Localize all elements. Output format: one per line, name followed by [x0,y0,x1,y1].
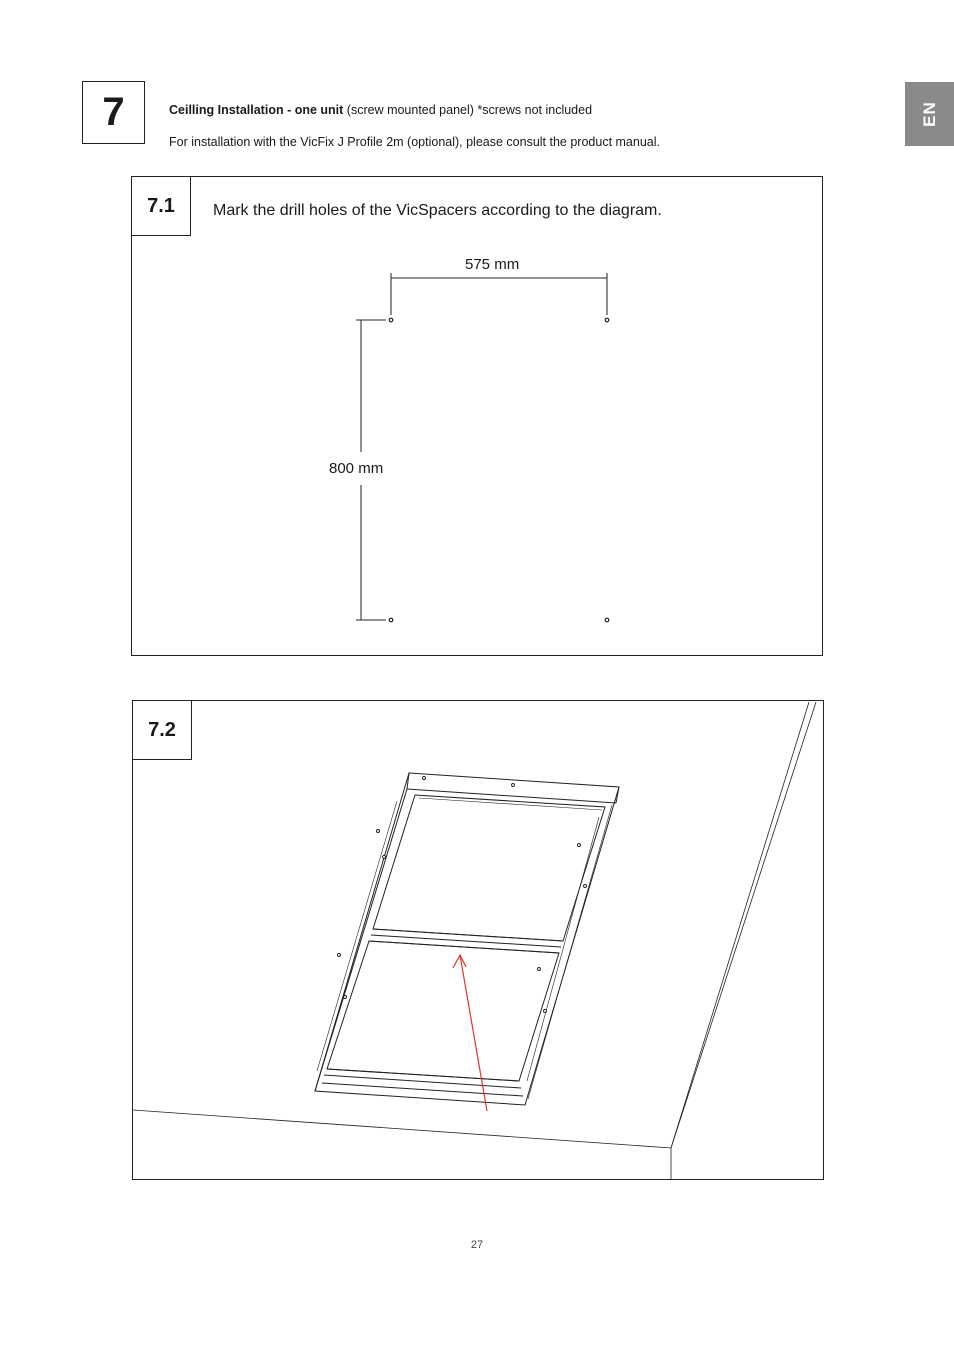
ceiling-panel-illustration [133,701,825,1181]
step-title-bold: Ceilling Installation - one unit [169,103,344,117]
screw-hole [544,1010,547,1013]
page-number: 27 [470,1239,484,1251]
screw-hole [578,844,581,847]
panel-number-label: 7.1 [147,194,175,217]
panel-number-label: 7.2 [148,718,176,741]
drill-hole [389,318,393,322]
height-dimension-label: 800 mm [329,460,384,477]
screw-hole [584,885,587,888]
drill-hole [605,318,609,322]
step-note: For installation with the VicFix J Profile 2m (optional), please consult the product manual. [169,135,660,149]
panel-opening-top [373,795,605,941]
step-number: 7 [102,90,125,134]
screw-hole [344,996,347,999]
language-tab [905,82,954,146]
panel-instruction: Mark the drill holes of the VicSpacers according to the diagram. [213,202,662,219]
screw-hole [377,830,380,833]
width-dimension-label: 575 mm [465,256,520,273]
ceiling-edge [133,1110,671,1148]
screw-hole [512,784,515,787]
panel-frame-outer [315,773,619,1105]
drill-hole [605,618,609,622]
panel-7-2 [132,700,824,1180]
step-number-box [82,81,145,144]
panel-opening-bottom [327,941,559,1081]
screw-hole [538,968,541,971]
panel-7-1 [131,176,823,656]
screw-hole [383,856,386,859]
drill-hole [389,618,393,622]
step-title-rest: (screw mounted panel) *screws not included [343,103,593,117]
drill-hole-diagram [132,177,824,657]
language-tab-label: EN [919,101,939,127]
screw-hole [423,777,426,780]
screw-hole [338,954,341,957]
step-title [169,103,592,117]
ceiling-edge [671,702,809,1148]
indicator-arrow [453,955,487,1111]
ceiling-edge [671,702,816,1148]
